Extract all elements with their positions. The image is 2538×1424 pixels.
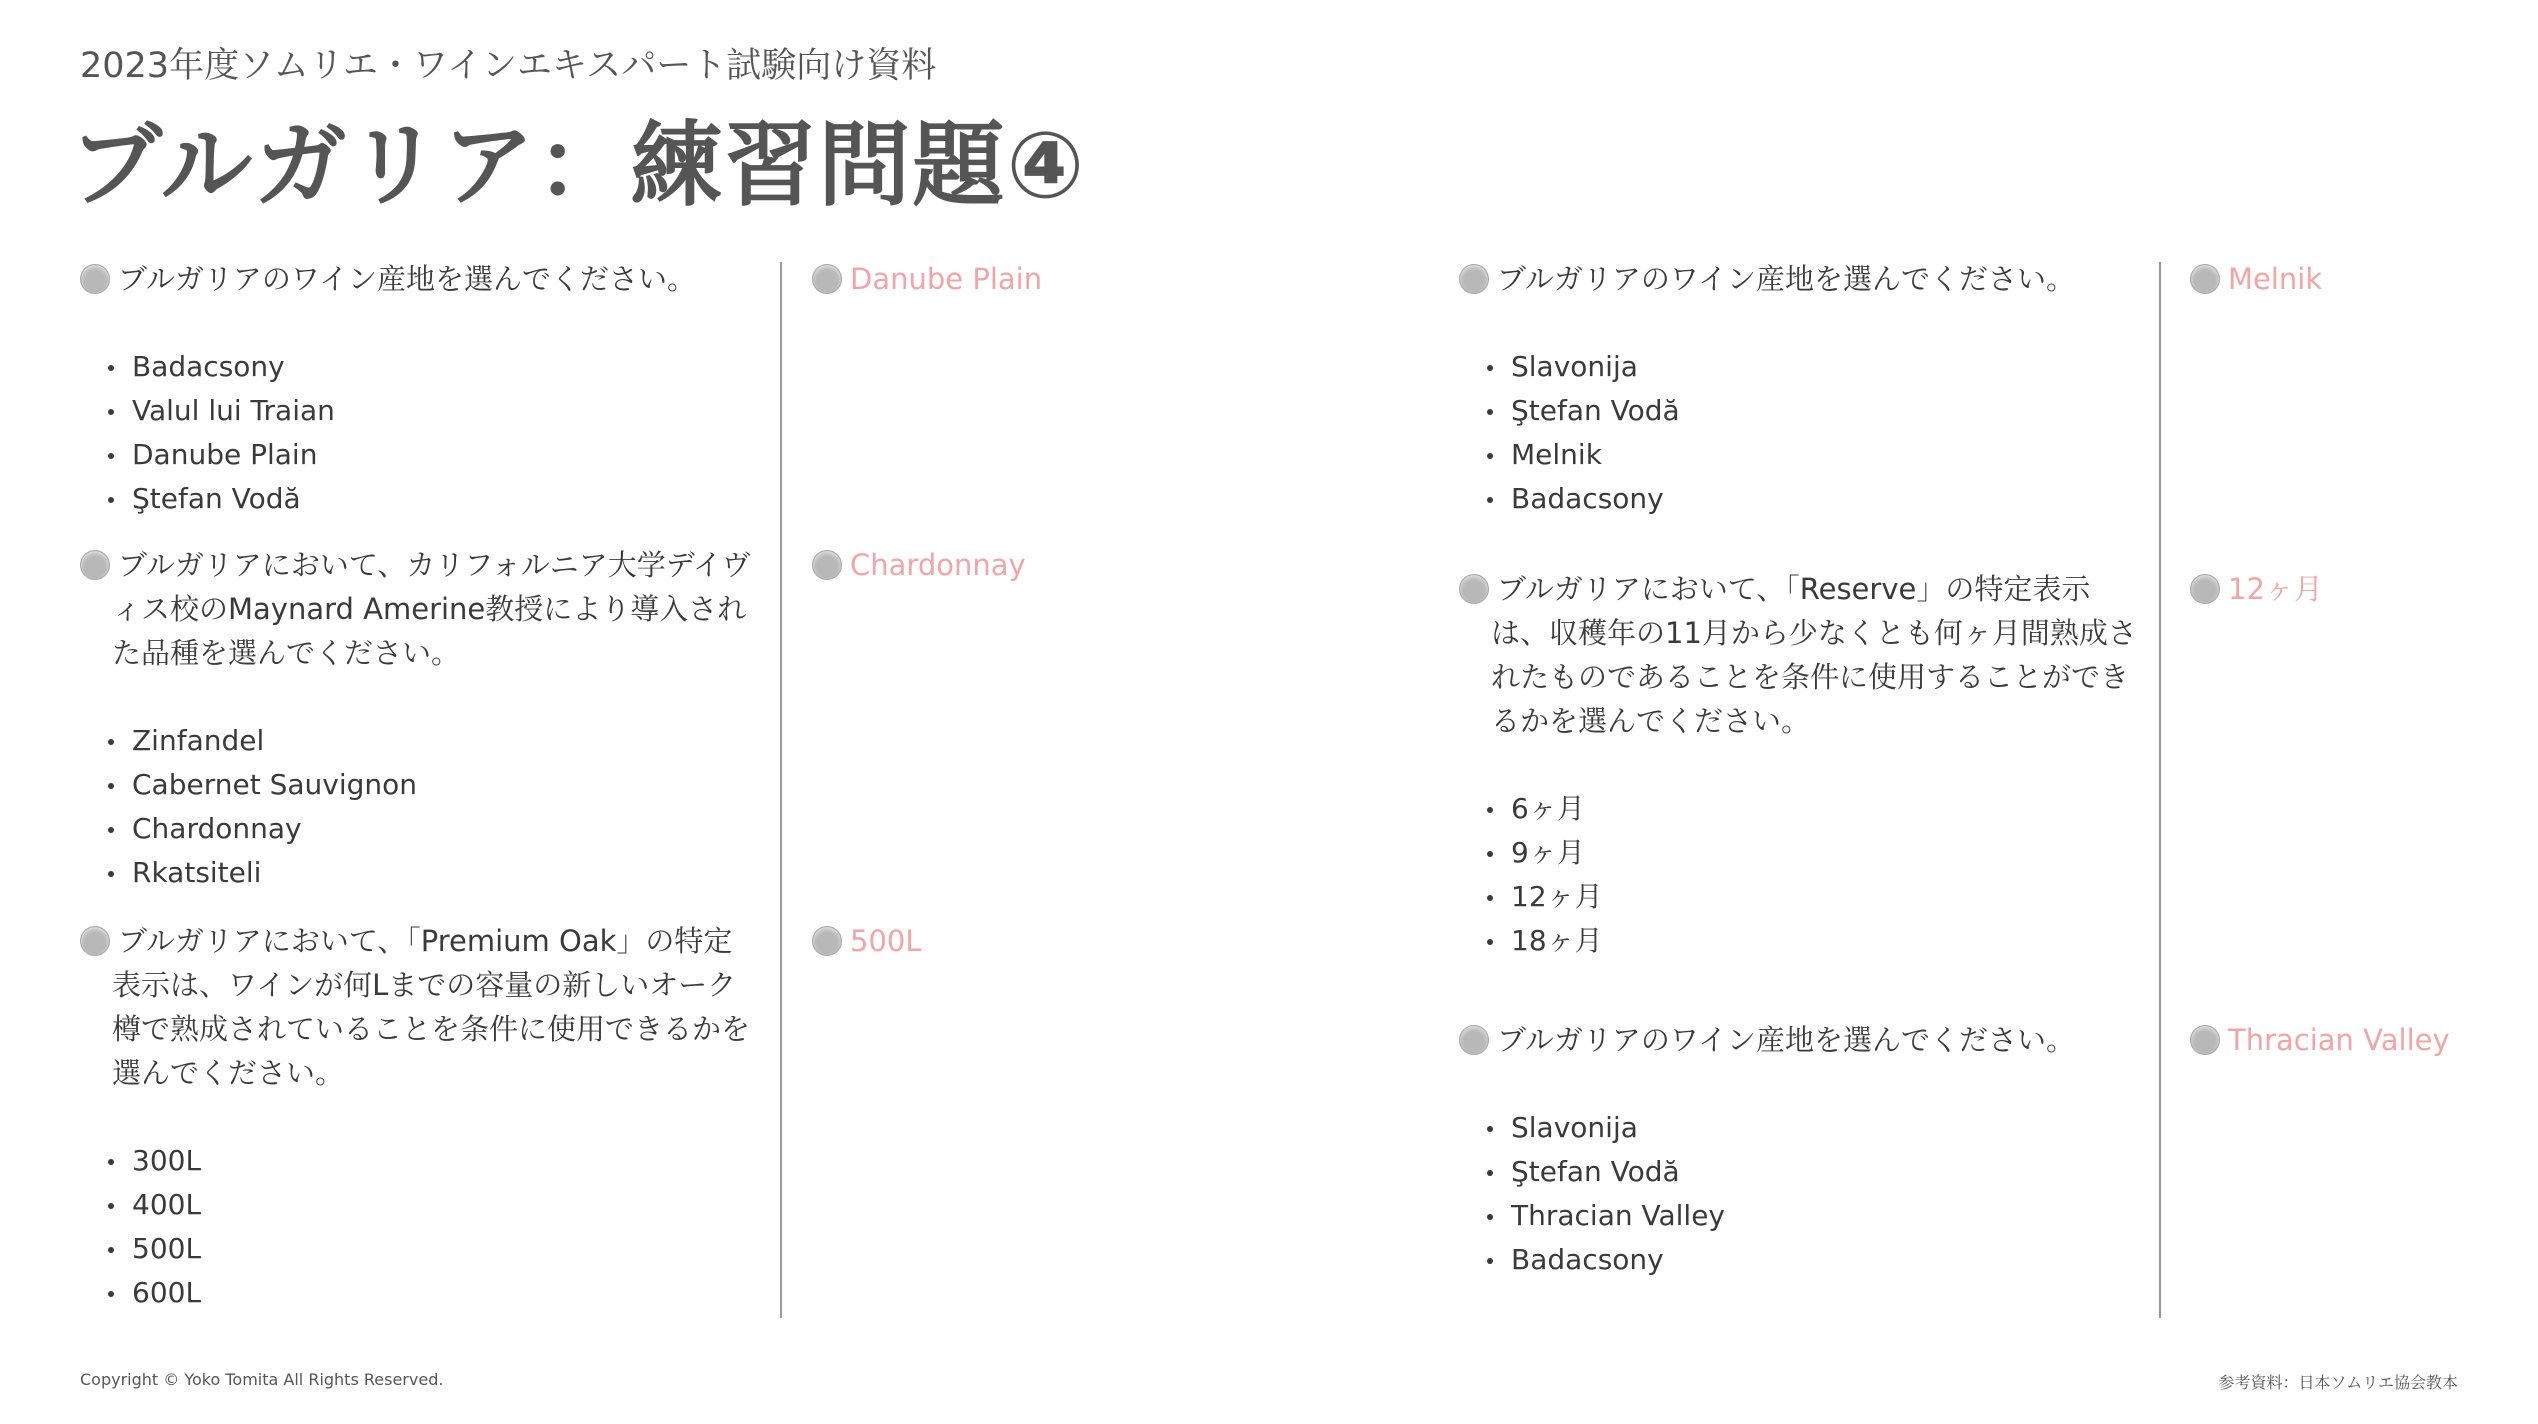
question-text: ブルガリアのワイン産地を選んでください。	[1497, 1023, 2075, 1057]
bullet-circle-icon	[812, 926, 842, 956]
question-text: ブルガリアにおいて、「Reserve」の特定表示は、収穫年の11月から少なくとも何ヶ月間熟成されたものであることを条件に使用することができるかを選んでください。	[1491, 572, 2137, 738]
option-item: 9ヶ月	[1487, 831, 2139, 875]
divider-left	[780, 262, 782, 1318]
answer-text: Melnik	[2228, 262, 2323, 296]
bullet-circle-icon	[2190, 574, 2220, 604]
option-item: Valul lui Traian	[108, 389, 760, 433]
answer-1	[812, 257, 1042, 301]
option-item: Zinfandel	[108, 719, 760, 763]
copyright-text: Copyright © Yoko Tomita All Rights Reserved.	[80, 1370, 444, 1389]
option-item: 6ヶ月	[1487, 787, 2139, 831]
option-item: 400L	[108, 1183, 760, 1227]
answer-5	[2190, 567, 2323, 611]
option-item: 500L	[108, 1227, 760, 1271]
option-item: Slavonija	[1487, 1106, 2139, 1150]
answer-text: Danube Plain	[850, 262, 1043, 296]
option-item: Badacsony	[1487, 477, 2139, 521]
bullet-circle-icon	[80, 550, 110, 580]
option-item: Badacsony	[108, 345, 760, 389]
bullet-circle-icon	[1459, 264, 1489, 294]
bullet-circle-icon	[1459, 1025, 1489, 1055]
divider-right	[2159, 262, 2161, 1318]
question-2	[80, 543, 760, 895]
answer-6	[2190, 1018, 2450, 1062]
option-item: Slavonija	[1487, 345, 2139, 389]
option-item: 12ヶ月	[1487, 875, 2139, 919]
bullet-circle-icon	[812, 264, 842, 294]
options-list	[80, 345, 760, 521]
options-list	[1459, 787, 2139, 963]
option-item: Badacsony	[1487, 1238, 2139, 1282]
bullet-circle-icon	[80, 264, 110, 294]
bullet-circle-icon	[2190, 264, 2220, 294]
question-text: ブルガリアにおいて、「Premium Oak」の特定表示は、ワインが何Lまでの容量の新しいオーク樽で熟成されていることを条件に使用できるかを選んでください。	[112, 924, 751, 1090]
options-list	[1459, 345, 2139, 521]
option-item: Thracian Valley	[1487, 1194, 2139, 1238]
answer-3	[812, 919, 922, 963]
question-1	[80, 257, 760, 521]
page-title: ブルガリア：練習問題④	[70, 112, 1087, 219]
option-item: Ştefan Vodă	[1487, 1150, 2139, 1194]
option-item: 300L	[108, 1139, 760, 1183]
option-item: Danube Plain	[108, 433, 760, 477]
bullet-circle-icon	[80, 926, 110, 956]
option-item: Melnik	[1487, 433, 2139, 477]
answer-4	[2190, 257, 2322, 301]
options-list	[80, 719, 760, 895]
bullet-circle-icon	[812, 550, 842, 580]
option-item: 18ヶ月	[1487, 919, 2139, 963]
answer-text: 12ヶ月	[2228, 572, 2323, 606]
bullet-circle-icon	[1459, 574, 1489, 604]
answer-text: 500L	[850, 924, 922, 958]
question-3	[80, 919, 760, 1315]
question-5	[1459, 567, 2139, 963]
question-text: ブルガリアのワイン産地を選んでください。	[118, 262, 696, 296]
options-list	[1459, 1106, 2139, 1282]
answer-2	[812, 543, 1026, 587]
option-item: Chardonnay	[108, 807, 760, 851]
question-text: ブルガリアにおいて、カリフォルニア大学デイヴィス校のMaynard Amerine教授により導入された品種を選んでください。	[112, 548, 751, 670]
option-item: Ştefan Vodă	[108, 477, 760, 521]
subtitle: 2023年度ソムリエ・ワインエキスパート試験向け資料	[80, 46, 937, 86]
option-item: 600L	[108, 1271, 760, 1315]
option-item: Rkatsiteli	[108, 851, 760, 895]
question-6	[1459, 1018, 2139, 1282]
question-text: ブルガリアのワイン産地を選んでください。	[1497, 262, 2075, 296]
bullet-circle-icon	[2190, 1025, 2220, 1055]
reference-text: 参考資料：日本ソムリエ協会教本	[2218, 1373, 2458, 1392]
option-item: Ştefan Vodă	[1487, 389, 2139, 433]
answer-text: Thracian Valley	[2228, 1023, 2450, 1057]
answer-text: Chardonnay	[850, 548, 1026, 582]
options-list	[80, 1139, 760, 1315]
option-item: Cabernet Sauvignon	[108, 763, 760, 807]
question-4	[1459, 257, 2139, 521]
